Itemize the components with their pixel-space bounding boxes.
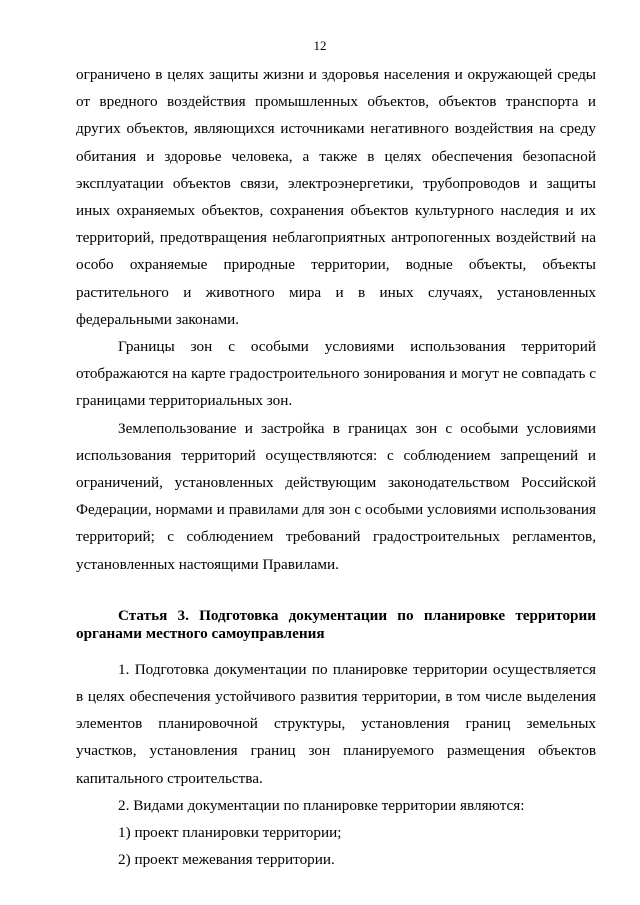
paragraph-land-use: Землепользование и застройка в границах зон с особыми условиями использования территорий осуществляются: с соблюдением запрещений и ограничений, установленных действующим законодательством Российской Федерации, нормами и правилами для зон с особыми условиями использования территорий; с соблюдением требований градостроительных регламентов, установленных настоящими Правилами. xyxy=(76,419,596,573)
article-3-item-1: 1. Подготовка документации по планировке территории осуществляется в целях обеспечения устойчивого развития территории, в том числе выделения элементов планировочной структуры, установления границ земельных участков, установления границ зон планируемого размещения объектов капитального строительства. xyxy=(76,660,596,787)
page-number: 12 xyxy=(313,38,327,53)
document-body xyxy=(76,61,596,873)
article-3-item-2: 2. Видами документации по планировке территории являются: xyxy=(118,796,525,814)
article-3-subitem-1: 1) проект планировки территории; xyxy=(118,824,342,842)
paragraph-zone-boundaries: Границы зон с особыми условиями использования территорий отображаются на карте градостроительного зонирования и могут не совпадать с границами территориальных зон. xyxy=(76,338,596,410)
article-3-heading: Статья 3. Подготовка документации по планировке территории органами местного самоуправления xyxy=(76,606,596,642)
article-3-subitem-2: 2) проект межевания территории. xyxy=(118,851,335,869)
paragraph-continued: ограничено в целях защиты жизни и здоровья населения и окружающей среды от вредного воздействия промышленных объектов, объектов транспорта и других объектов, являющихся источниками негативного воздействия на среду обитания и здоровье человека, а также в целях обеспечения безопасной эксплуатации объектов связи, электроэнергетики, трубопроводов и защиты иных охраняемых объектов, сохранения объектов культурного наследия и их территорий, предотвращения неблагоприятных антропогенных воздействий на особо охраняемые природные территории, водные объекты, объекты растительного и животного мира и в иных случаях, установленных федеральными законами. xyxy=(76,66,596,328)
